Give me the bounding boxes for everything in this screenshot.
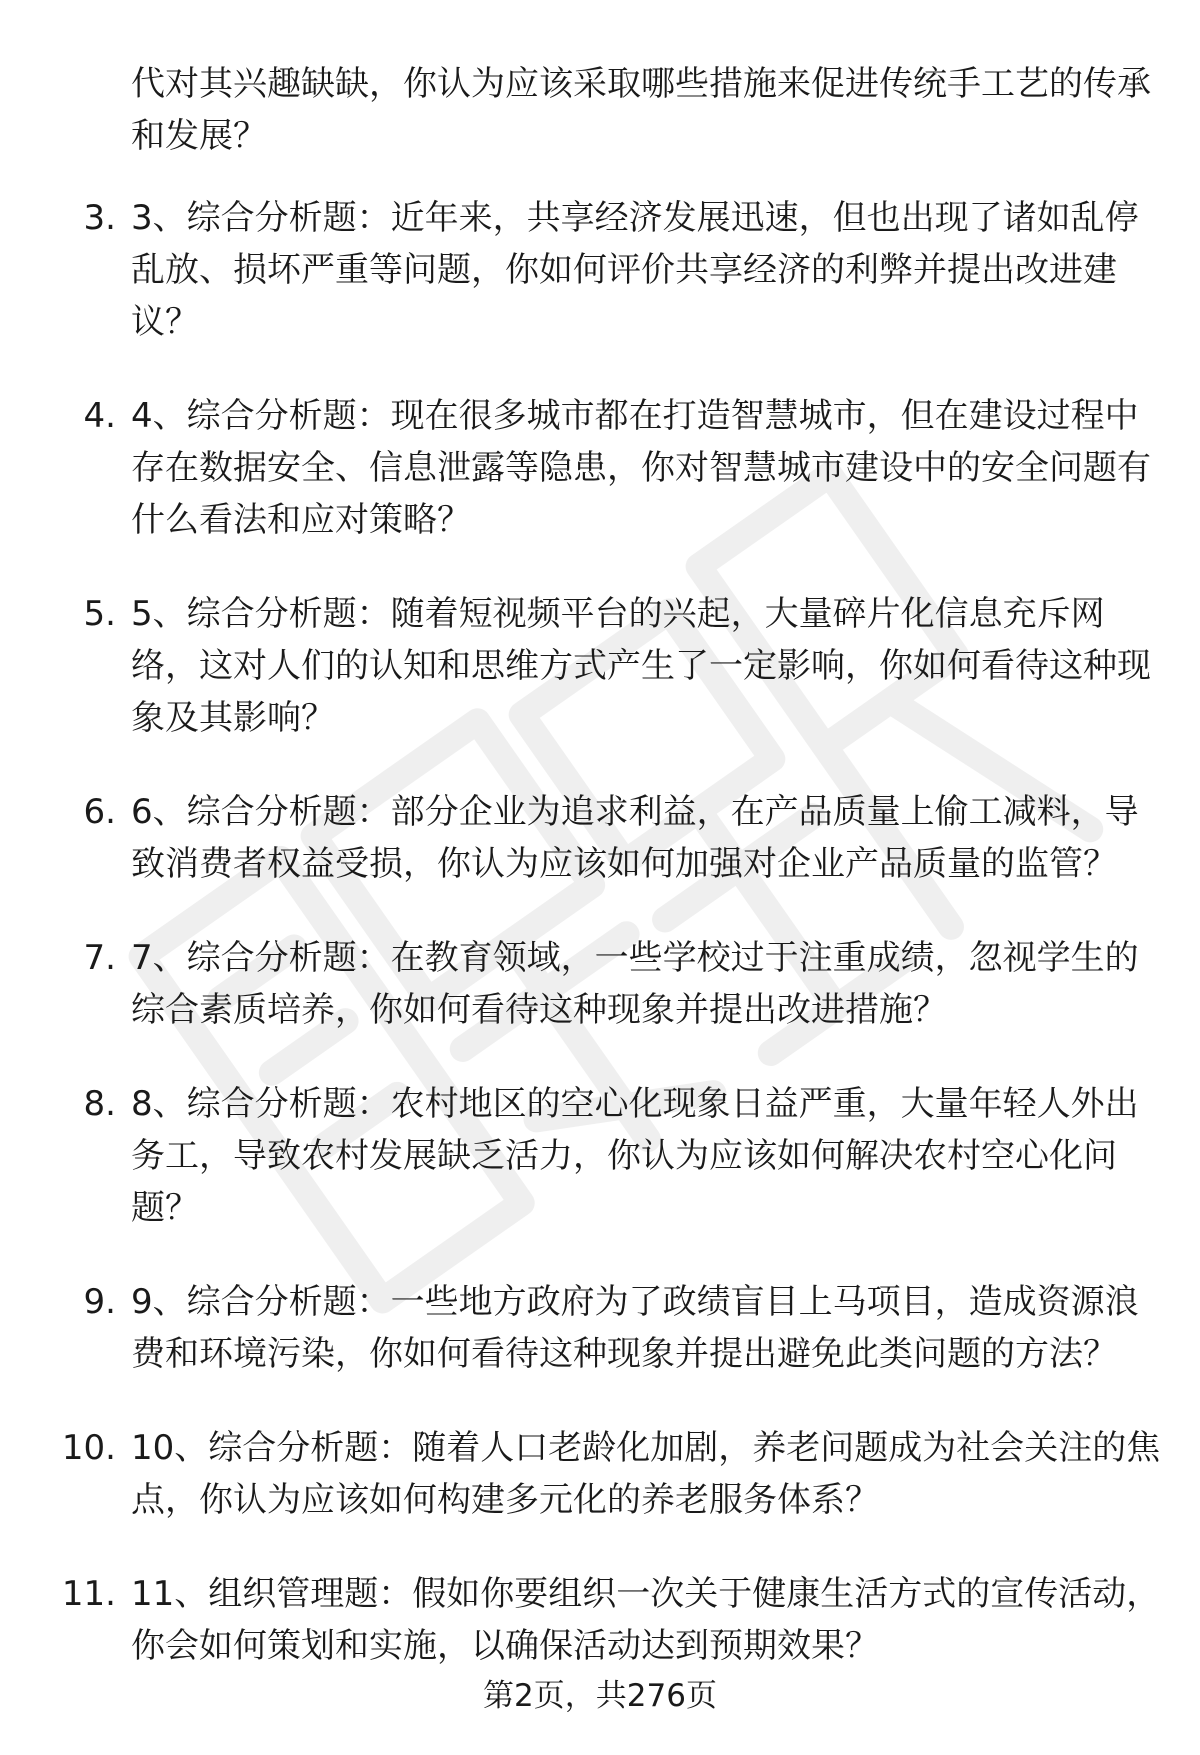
continuation-paragraph: 代对其兴趣缺缺，你认为应该采取哪些措施来促进传统手工艺的传承和发展？ [131,64,1151,156]
question-text: 7、综合分析题：在教育领域，一些学校过于注重成绩，忽视学生的综合素质培养，你如何看待这种现象并提出改进措施？ [131,938,1139,1030]
question-text: 5、综合分析题：随着短视频平台的兴起，大量碎片化信息充斥网络，这对人们的认知和思维方式产生了一定影响，你如何看待这种现象及其影响？ [131,594,1151,738]
list-item [0,1078,1200,1234]
list-item [0,1422,1200,1526]
question-number: 6. [83,792,116,832]
question-text: 6、综合分析题：部分企业为追求利益，在产品质量上偷工减料，导致消费者权益受损，你认为应该如何加强对企业产品质量的监管？ [131,792,1139,884]
list-item [0,786,1200,890]
question-text: 3、综合分析题：近年来，共享经济发展迅速，但也出现了诸如乱停乱放、损坏严重等问题，你如何评价共享经济的利弊并提出改进建议？ [131,198,1139,342]
question-number: 9. [83,1282,116,1322]
list-item [0,588,1200,744]
question-number: 3. [83,198,116,238]
question-text: 4、综合分析题：现在很多城市都在打造智慧城市，但在建设过程中存在数据安全、信息泄露等隐患，你对智慧城市建设中的安全问题有什么看法和应对策略？ [131,396,1151,540]
page-footer: 第2页，共276页 [483,1678,717,1714]
question-number: 5. [83,594,116,634]
list-item [0,390,1200,546]
question-number: 8. [83,1084,116,1124]
question-number: 7. [83,938,116,978]
question-number: 10. [61,1428,116,1468]
question-text: 11、组织管理题：假如你要组织一次关于健康生活方式的宣传活动，你会如何策划和实施，以确保活动达到预期效果？ [131,1574,1161,1666]
question-list [0,192,1200,1714]
list-item [0,1276,1200,1380]
question-text: 9、综合分析题：一些地方政府为了政绩盲目上马项目，造成资源浪费和环境污染，你如何看待这种现象并提出避免此类问题的方法？ [131,1282,1139,1374]
question-number: 11. [61,1574,116,1614]
list-item [0,192,1200,348]
question-text: 8、综合分析题：农村地区的空心化现象日益严重，大量年轻人外出务工，导致农村发展缺乏活力，你认为应该如何解决农村空心化问题？ [131,1084,1139,1228]
list-item [0,932,1200,1036]
question-number: 4. [83,396,116,436]
list-item [0,1568,1200,1672]
question-text: 10、综合分析题：随着人口老龄化加剧，养老问题成为社会关注的焦点，你认为应该如何构建多元化的养老服务体系？ [131,1428,1161,1520]
